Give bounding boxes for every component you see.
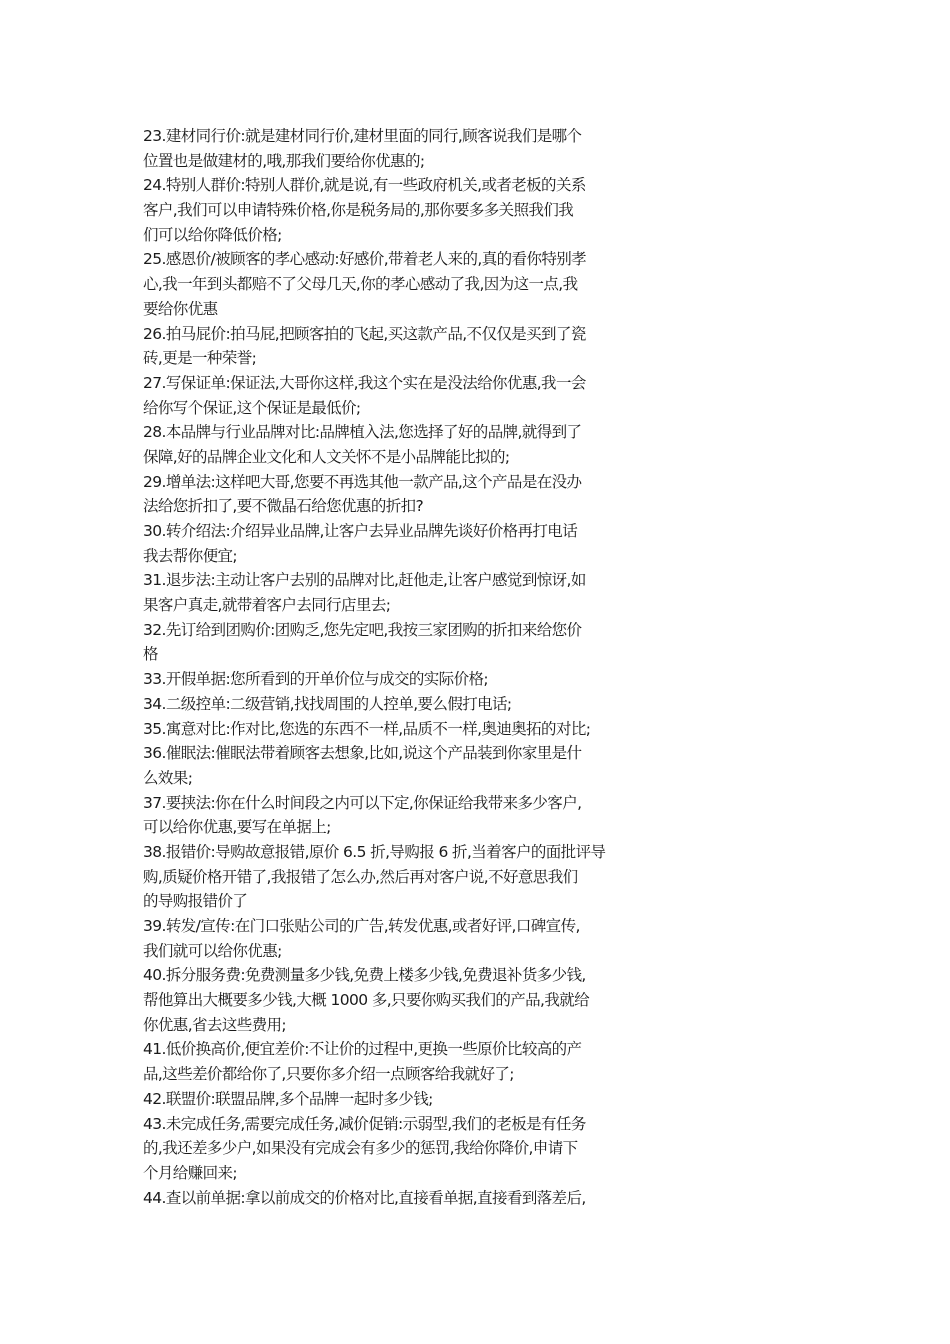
text-line: 29.增单法:这样吧大哥,您要不再选其他一款产品,这个产品是在没办 (143, 472, 582, 491)
text-line: 么效果; (143, 768, 193, 787)
text-line: 35.寓意对比:作对比,您选的东西不一样,品质不一样,奥迪奥拓的对比; (143, 719, 591, 738)
text-line: 客户,我们可以申请特殊价格,你是税务局的,那你要多多关照我们我 (143, 201, 574, 220)
text-line: 44.查以前单据:拿以前成交的价格对比,直接看单据,直接看到落差后, (143, 1188, 586, 1207)
document-body (143, 124, 673, 1210)
text-line: 42.联盟价:联盟品牌,多个品牌一起时多少钱; (143, 1089, 433, 1108)
text-line: 30.转介绍法:介绍异业品牌,让客户去异业品牌先谈好价格再打电话 (143, 522, 578, 540)
text-line: 我们就可以给你优惠; (143, 941, 282, 960)
text-line: 要给你优惠 (143, 299, 218, 318)
text-line: 24.特别人群价:特别人群价,就是说,有一些政府机关,或者老板的关系 (143, 176, 586, 195)
text-line: 法给您折扣了,要不微晶石给您优惠的折扣? (143, 497, 424, 516)
text-line: 23.建材同行价:就是建材同行价,建材里面的同行,顾客说我们是哪个 (143, 127, 582, 145)
text-line: 26.拍马屁价:拍马屁,把顾客拍的飞起,买这款产品,不仅仅是买到了瓷 (143, 324, 586, 343)
text-line: 39.转发/宣传:在门口张贴公司的广告,转发优惠,或者好评,口碑宣传, (143, 917, 580, 935)
text-line: 心,我一年到头都赔不了父母几天,你的孝心感动了我,因为这一点,我 (143, 275, 578, 294)
text-line: 40.拆分服务费:免费测量多少钱,免费上楼多少钱,免费退补货多少钱, (143, 966, 586, 985)
text-line: 给你写个保证,这个保证是最低价; (143, 398, 361, 417)
text-line: 帮他算出大概要多少钱,大概 1000 多,只要你购买我们的产品,我就给 (143, 991, 590, 1010)
text-line: 购,质疑价格开错了,我报错了怎么办,然后再对客户说,不好意思我们 (143, 867, 578, 886)
text-line: 43.未完成任务,需要完成任务,减价促销:示弱型,我们的老板是有任务 (143, 1114, 586, 1133)
text-line: 的,我还差多少户,如果没有完成会有多少的惩罚,我给你降价,申请下 (143, 1139, 578, 1158)
text-line: 34.二级控单:二级营销,找找周围的人控单,要么假打电话; (143, 694, 512, 713)
text-line: 36.催眠法:催眠法带着顾客去想象,比如,说这个产品装到你家里是什 (143, 744, 582, 763)
text-line: 28.本品牌与行业品牌对比:品牌植入法,您选择了好的品牌,就得到了 (143, 423, 582, 442)
text-line: 41.低价换高价,便宜差价:不让价的过程中,更换一些原价比较高的产 (143, 1040, 582, 1059)
text-line: 我去帮你便宜; (143, 546, 238, 565)
text-line: 27.写保证单:保证法,大哥你这样,我这个实在是没法给你优惠,我一会 (143, 373, 586, 392)
text-line: 可以给你优惠,要写在单据上; (143, 818, 331, 837)
text-line: 果客户真走,就带着客户去同行店里去; (143, 596, 391, 615)
text-line: 你优惠,省去这些费用; (143, 1015, 287, 1034)
text-line: 32.先订给到团购价:团购乏,您先定吧,我按三家团购的折扣来给您价 (143, 620, 582, 639)
text-line: 31.退步法:主动让客户去别的品牌对比,赶他走,让客户感觉到惊讶,如 (143, 571, 586, 590)
text-line: 格 (143, 645, 158, 664)
text-line: 的导购报错价了 (143, 892, 248, 911)
text-line: 们可以给你降低价格; (143, 225, 282, 244)
text-line: 保障,好的品牌企业文化和人文关怀不是小品牌能比拟的; (143, 447, 510, 466)
text-line: 37.要挟法:你在什么时间段之内可以下定,你保证给我带来多少客户, (143, 793, 582, 812)
text-line: 位置也是做建材的,哦,那我们要给你优惠的; (143, 151, 425, 170)
text-line: 品,这些差价都给你了,只要你多介绍一点顾客给我就好了; (143, 1065, 514, 1084)
text-line: 砖,更是一种荣誉; (143, 349, 257, 368)
text-line: 25.感恩价/被顾客的孝心感动:好感价,带着老人来的,真的看你特别孝 (143, 250, 587, 269)
text-line: 38.报错价:导购故意报错,原价 6.5 折,导购报 6 折,当着客户的面批评导 (143, 842, 606, 861)
text-line: 33.开假单据:您所看到的开单价位与成交的实际价格; (143, 670, 488, 689)
text-line: 个月给赚回来; (143, 1163, 238, 1182)
